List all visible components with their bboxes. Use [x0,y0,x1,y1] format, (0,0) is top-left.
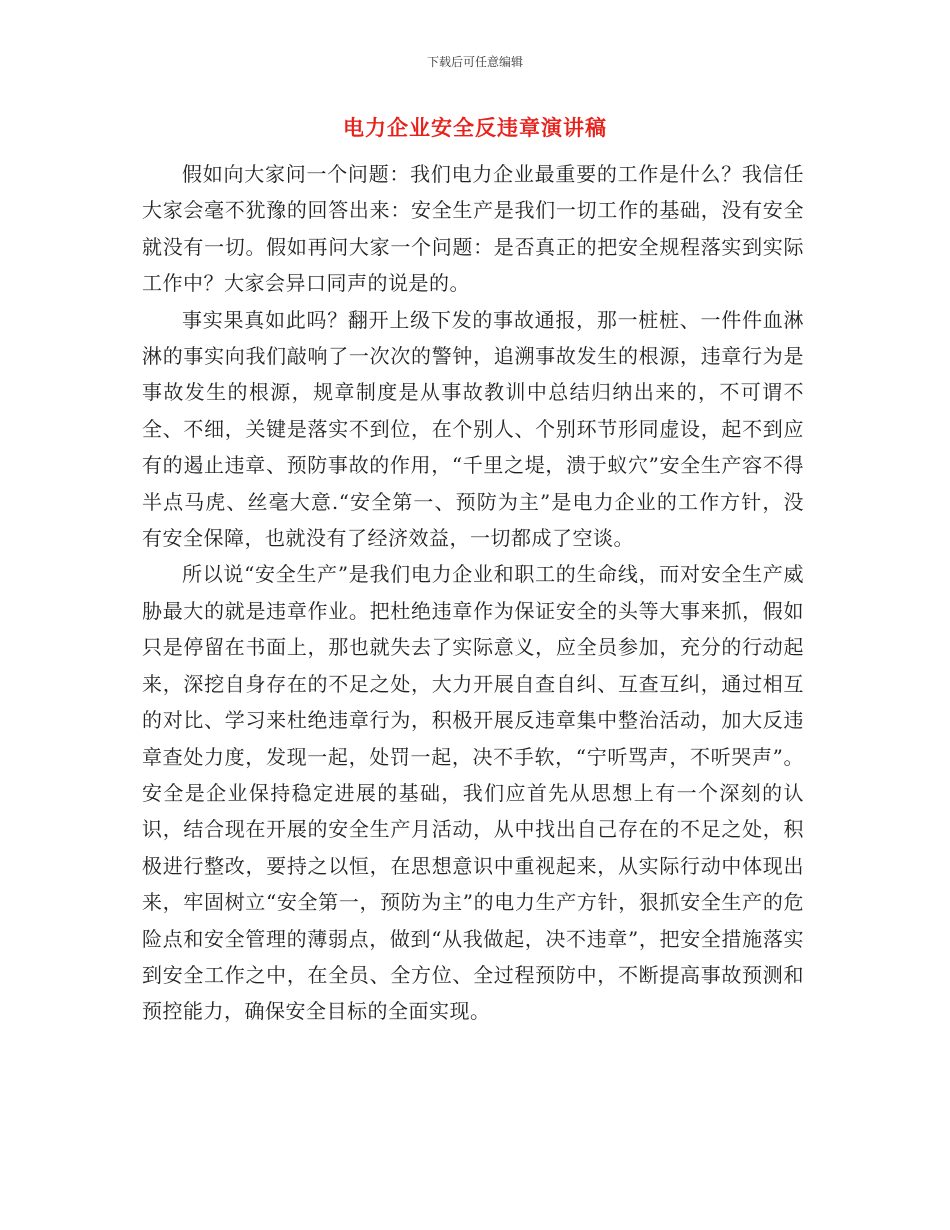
document-title: 电力企业安全反违章演讲稿 [343,116,607,140]
document-body [142,156,804,1030]
paragraph-1: 假如向大家问一个问题：我们电力企业最重要的工作是什么？我信任大家会毫不犹豫的回答出来：安全生产是我们一切工作的基础，没有安全就没有一切。假如再问大家一个问题：是否真正的把安全规程落实到实际工作中？大家会异口同声的说是的。 [142,162,804,296]
paragraph-2: 事实果真如此吗？翻开上级下发的事故通报，那一桩桩、一件件血淋淋的事实向我们敲响了一次次的警钟，追溯事故发生的根源，违章行为是事故发生的根源，规章制度是从事故教训中总结归纳出来的，不可谓不全、不细，关键是落实不到位，在个别人、个别环节形同虚设，起不到应有的遏止违章、预防事故的作用，“千里之堤，溃于蚁穴”安全生产容不得半点马虎、丝毫大意.“安全第一、预防为主”是电力企业的工作方针，没有安全保障，也就没有了经济效益，一切都成了空谈。 [142,307,804,551]
header-note: 下载后可任意编辑 [426,55,523,69]
paragraph-3: 所以说“安全生产”是我们电力企业和职工的生命线，而对安全生产威胁最大的就是违章作业。把杜绝违章作为保证安全的头等大事来抓，假如只是停留在书面上，那也就失去了实际意义，应全员参加，充分的行动起来，深挖自身存在的不足之处，大力开展自查自纠、互查互纠，通过相互的对比、学习来杜绝违章行为，积极开展反违章集中整治活动，加大反违章查处力度，发现一起，处罚一起，决不手软，“宁听骂声，不听哭声”。安全是企业保持稳定进展的基础，我们应首先从思想上有一个深刻的认识，结合现在开展的安全生产月活动，从中找出自己存在的不足之处，积极进行整改，要持之以恒，在思想意识中重视起来，从实际行动中体现出来，牢固树立“安全第一，预防为主”的电力生产方针，狠抓安全生产的危险点和安全管理的薄弱点，做到“从我做起，决不违章”，把安全措施落实到安全工作之中，在全员、全方位、全过程预防中，不断提高事故预测和预控能力，确保安全目标的全面实现。 [142,562,804,1024]
